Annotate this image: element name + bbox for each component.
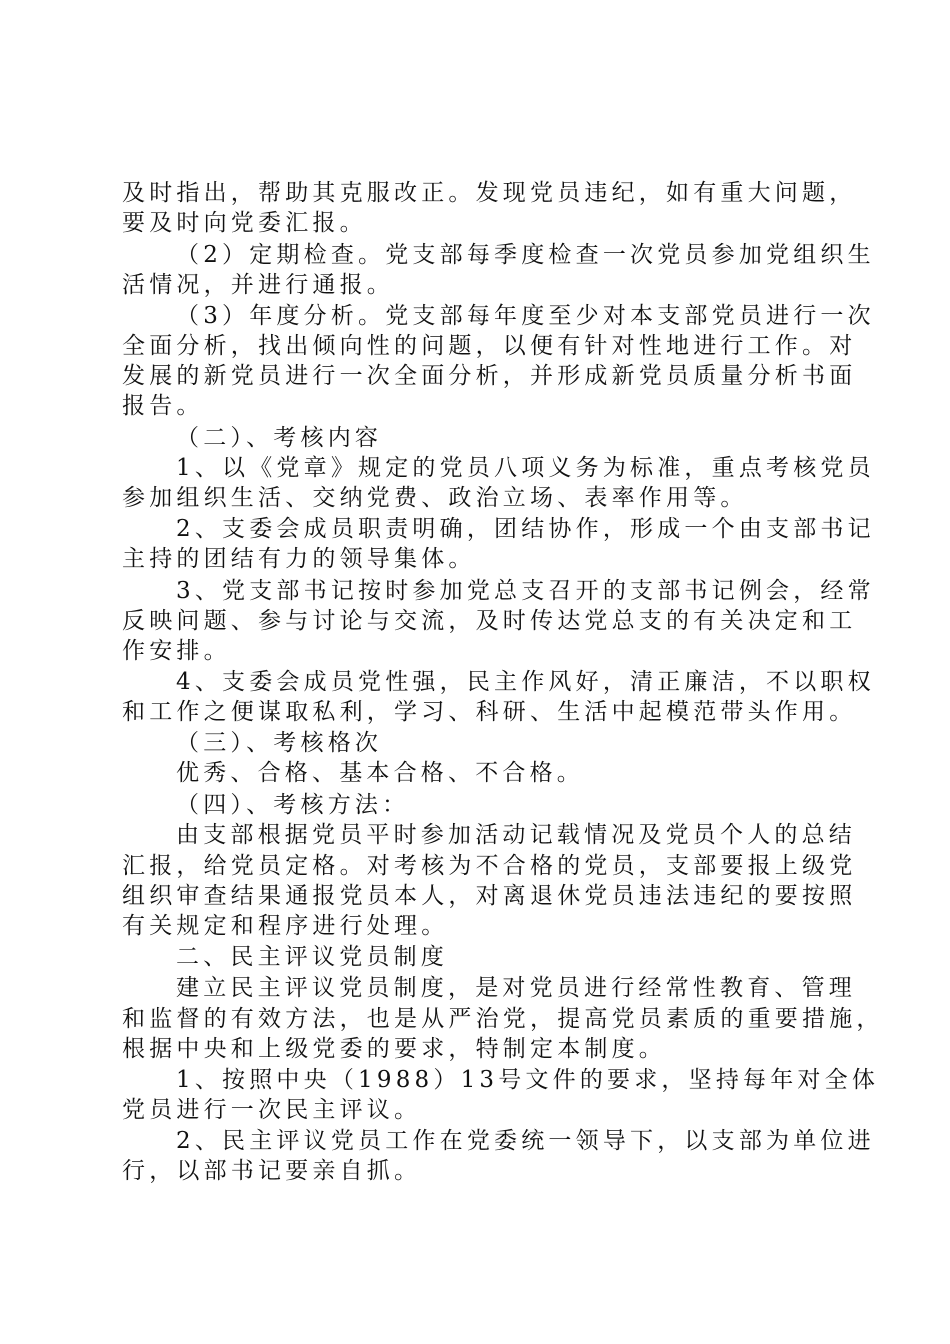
text-line-17: 4、支委会成员党性强，民主作风好，清正廉洁，不以职权	[176, 669, 875, 695]
text-line-33: 行，以部书记要亲自抓。	[122, 1158, 422, 1184]
text-line-5: （3）年度分析。党支部每年度至少对本支部党员进行一次	[176, 303, 875, 329]
text-line-16: 作安排。	[122, 638, 231, 664]
text-line-8: 报告。	[122, 393, 204, 419]
text-line-12: 2、支委会成员职责明确，团结协作，形成一个由支部书记	[176, 516, 875, 542]
text-line-7: 发展的新党员进行一次全面分析，并形成新党员质量分析书面	[122, 363, 857, 389]
text-line-13: 主持的团结有力的领导集体。	[122, 546, 476, 572]
text-line-1: 及时指出，帮助其克服改正。发现党员违纪，如有重大问题，	[122, 180, 857, 206]
text-line-24: 组织审查结果通报党员本人，对离退休党员违法违纪的要按照	[122, 883, 857, 909]
text-line-31: 党员进行一次民主评议。	[122, 1097, 422, 1123]
text-line-25: 有关规定和程序进行处理。	[122, 913, 449, 939]
text-line-29: 根据中央和上级党委的要求，特制定本制度。	[122, 1036, 666, 1062]
section-heading-3: （三）、考核格次	[176, 730, 383, 756]
text-line-15: 反映问题、参与讨论与交流，及时传达党总支的有关决定和工	[122, 608, 857, 634]
text-line-2: 要及时向党委汇报。	[122, 210, 367, 236]
text-line-28: 和监督的有效方法，也是从严治党，提高党员素质的重要措施，	[122, 1006, 884, 1032]
text-line-6: 全面分析，找出倾向性的问题，以便有针对性地进行工作。对	[122, 333, 857, 359]
text-line-22: 由支部根据党员平时参加活动记载情况及党员个人的总结	[176, 822, 856, 848]
text-line-4: 活情况，并进行通报。	[122, 272, 394, 298]
section-heading-2: （二）、考核内容	[176, 425, 383, 451]
section-heading-4: （四）、考核方法：	[176, 792, 410, 818]
text-line-32: 2、民主评议党员工作在党委统一领导下，以支部为单位进	[176, 1128, 875, 1154]
text-line-20: 优秀、合格、基本合格、不合格。	[176, 760, 584, 786]
text-line-10: 1、以《党章》规定的党员八项义务为标准，重点考核党员	[176, 455, 875, 481]
text-line-30: 1、按照中央（1988）13号文件的要求，坚持每年对全体	[176, 1067, 880, 1093]
text-line-14: 3、党支部书记按时参加党总支召开的支部书记例会，经常	[176, 578, 875, 604]
text-line-11: 参加组织生活、交纳党费、政治立场、表率作用等。	[122, 485, 748, 511]
text-line-23: 汇报，给党员定格。对考核为不合格的党员，支部要报上级党	[122, 853, 857, 879]
text-line-3: （2）定期检查。党支部每季度检查一次党员参加党组织生	[176, 242, 875, 268]
text-line-18: 和工作之便谋取私利，学习、科研、生活中起模范带头作用。	[122, 699, 857, 725]
section-heading-two: 二、民主评议党员制度	[176, 944, 448, 970]
text-line-27: 建立民主评议党员制度，是对党员进行经常性教育、管理	[176, 975, 856, 1001]
